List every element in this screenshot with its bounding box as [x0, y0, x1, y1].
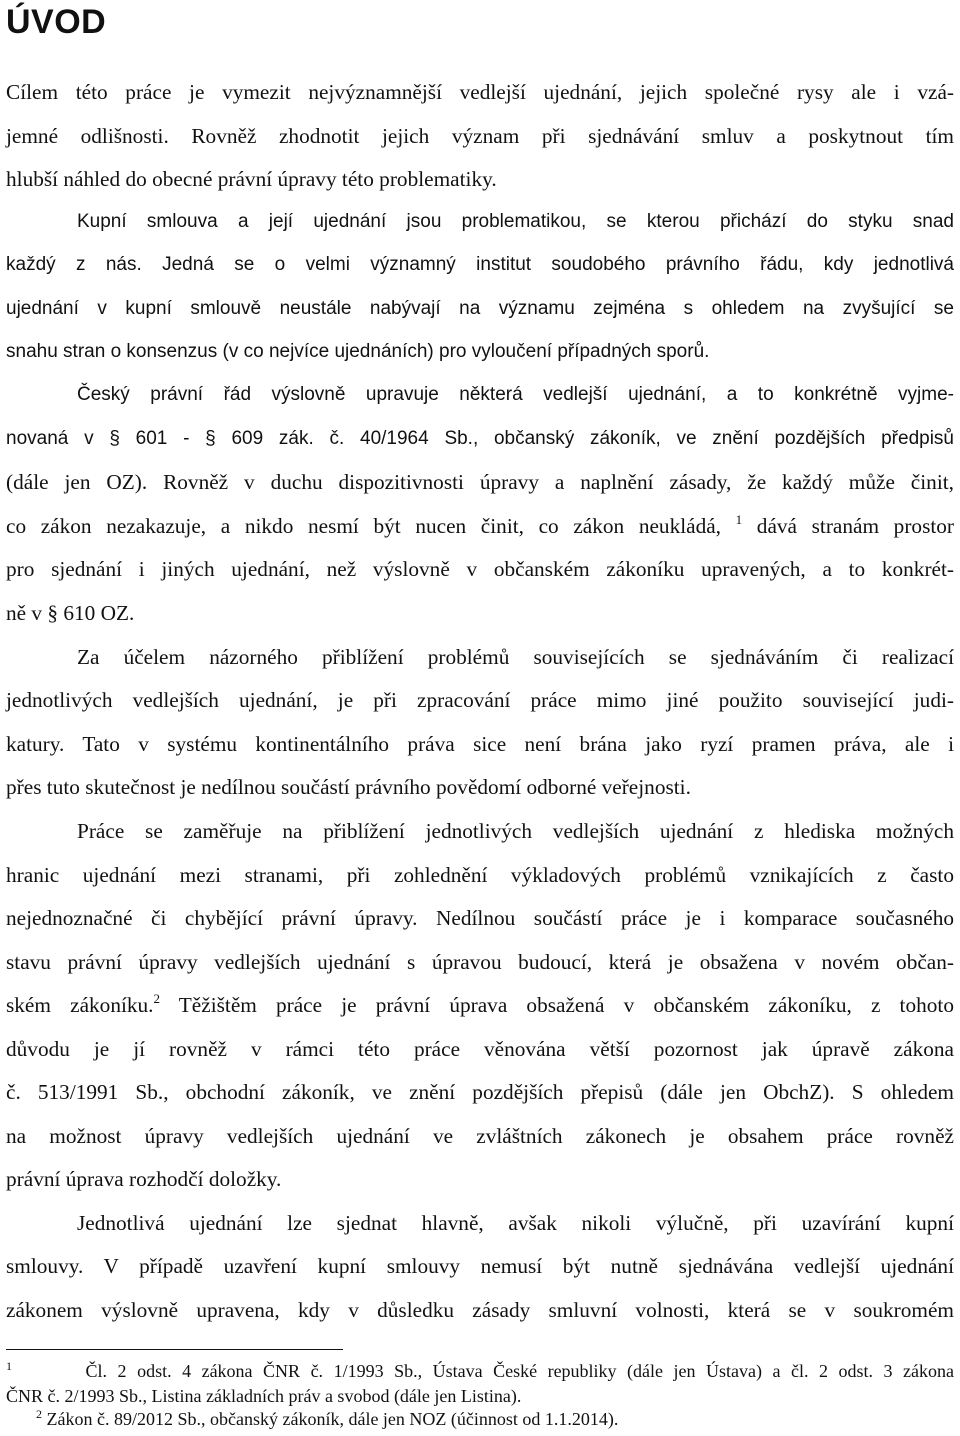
paragraph-line: pro sjednání i jiných ujednání, než výslovně v občanském zákoníku upravených, a to konkrét- [6, 557, 954, 581]
line-text: dává stranám prostor [756, 514, 955, 538]
paragraph-line: hlubší náhled do obecné právní úpravy této problematiky. [6, 167, 497, 191]
paragraph-line: snahu stran o konsenzus (v co nejvíce ujednáních) pro vyloučení případných sporů. [6, 341, 710, 362]
footnote-ref-2[interactable]: 2 [153, 991, 160, 1006]
footnote-1-line [6, 1360, 954, 1382]
paragraph-line: ně v § 610 OZ. [6, 601, 135, 625]
paragraph-line: přes tuto skutečnost je nedílnou součástí právního povědomí odborné veřejnosti. [6, 775, 691, 799]
paragraph-line: jednotlivých vedlejších ujednání, je při zpracování práce mimo jiné použito související judi- [6, 688, 954, 712]
footnote-1-line: ČNR č. 2/1993 Sb., Listina základních práv a svobod (dále jen Listina). [6, 1386, 522, 1406]
paragraph-line: na možnost úpravy vedlejších ujednání ve zvláštních zákonech je obsahem práce rovněž [6, 1124, 954, 1148]
paragraph-line: jemné odlišnosti. Rovněž zhodnotit jejich význam při sjednávání smluv a poskytnout tím [6, 124, 954, 148]
paragraph-line: Za účelem názorného přiblížení problémů souvisejících se sjednáváním či realizací [77, 645, 954, 669]
paragraph-line: Cílem této práce je vymezit nejvýznamnější vedlejší ujednání, jejich společné rysy ale i vzá- [6, 80, 954, 104]
line-text: Těžištěm práce je právní úprava obsažená v občanském zákoníku, z tohoto [178, 993, 954, 1017]
line-text: ském zákoníku. [6, 993, 154, 1017]
paragraph-line: Práce se zaměřuje na přiblížení jednotlivých vedlejších ujednání z hlediska možných [77, 819, 954, 843]
footnote-text: Čl. 2 odst. 4 zákona ČNR č. 1/1993 Sb., Ústava České republiky (dále jen Ústava) a čl. 2 odst. 3 zákona [85, 1361, 954, 1381]
paragraph-line: ujednání v kupní smlouvě neustále nabývají na významu zejména s ohledem na zvyšující se [6, 298, 954, 319]
footnote-text: Zákon č. 89/2012 Sb., občanský zákoník, dále jen NOZ (účinnost od 1.1.2014). [46, 1409, 619, 1429]
footnote-number: 2 [36, 1407, 42, 1421]
footnote-number: 1 [6, 1359, 12, 1373]
footnote-ref-1[interactable]: 1 [735, 512, 743, 527]
paragraph-line: smlouvy. V případě uzavření kupní smlouvy nemusí být nutně sjednávána vedlejší ujednání [6, 1254, 954, 1278]
footnote-2-line [36, 1408, 954, 1430]
paragraph-line [6, 991, 954, 1019]
paragraph-line: stavu právní úpravy vedlejších ujednání s úpravou budoucí, která je obsažena v novém občan- [6, 950, 954, 974]
paragraph-line [6, 512, 954, 540]
paragraph-line: Jednotlivá ujednání lze sjednat hlavně, avšak nikoli výlučně, při uzavírání kupní [77, 1211, 954, 1235]
paragraph-line: hranic ujednání mezi stranami, při zohlednění výkladových problémů vznikajících z často [6, 863, 954, 887]
paragraph-line: novaná v § 601 - § 609 zák. č. 40/1964 Sb., občanský zákoník, ve znění pozdějších předpisů [6, 428, 954, 449]
paragraph-line: Český právní řád výslovně upravuje některá vedlejší ujednání, a to konkrétně vyjme- [77, 384, 954, 405]
paragraph-line: č. 513/1991 Sb., obchodní zákoník, ve znění pozdějších přepisů (dále jen ObchZ). S ohledem [6, 1080, 954, 1104]
paragraph-line: katury. Tato v systému kontinentálního práva sice není brána jako ryzí pramen práva, ale i [6, 732, 954, 756]
paragraph-line: (dále jen OZ). Rovněž v duchu dispozitivnosti úpravy a naplnění zásady, že každý může činit, [6, 470, 954, 494]
paragraph-line: nejednoznačné či chybějící právní úpravy. Nedílnou součástí práce je i komparace současného [6, 906, 954, 930]
paragraph-line: právní úprava rozhodčí doložky. [6, 1167, 282, 1191]
paragraph-line: každý z nás. Jedná se o velmi významný institut soudobého právního řádu, kdy jednotlivá [6, 254, 954, 275]
paragraph-line: důvodu je jí rovněž v rámci této práce věnována větší pozornost jak úpravě zákona [6, 1037, 954, 1061]
page-heading: ÚVOD [6, 3, 107, 41]
line-text: co zákon nezakazuje, a nikdo nesmí být nucen činit, co zákon neukládá, [6, 514, 722, 538]
paragraph-line: Kupní smlouva a její ujednání jsou problematikou, se kterou přichází do styku snad [77, 211, 954, 232]
paragraph-line: zákonem výslovně upravena, kdy v důsledku zásady smluvní volnosti, která se v soukromém [6, 1298, 954, 1322]
footnote-separator [6, 1349, 343, 1350]
